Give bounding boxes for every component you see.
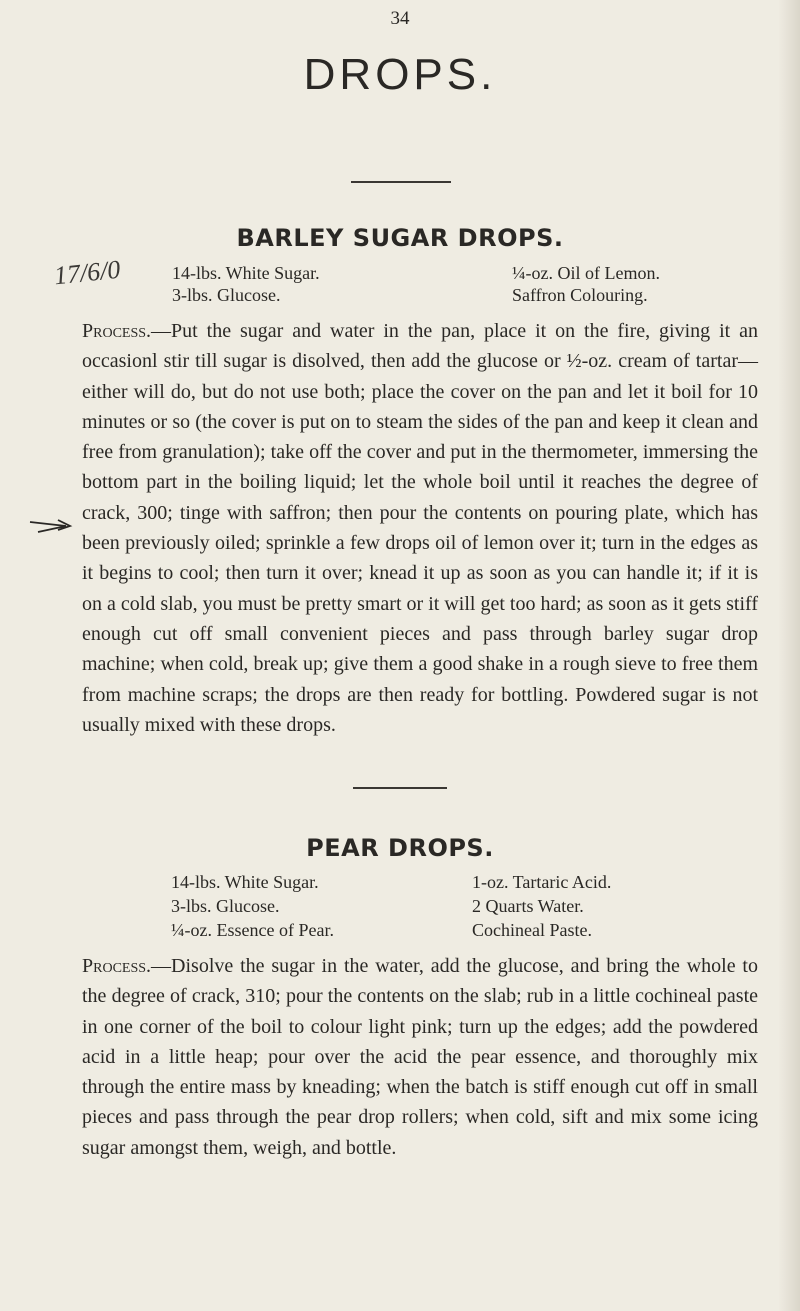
margin-arrow-icon — [28, 514, 78, 538]
process-text: —Put the sugar and water in the pan, place it on the fire, giving it an occasionl stir till sugar is disolved, then add the glucose or ½-oz. cream of tartar—either will do, but do not use both; place the cover on the pan and let it boil for 10 minutes or so (the cover is put on to steam the sides of the pan and keep it clean and free from granulation); take off the cover and put in the thermometer, immersing the bottom part in the boiling liquid; let the whole boil until it reaches the degree of crack, 300; tinge with saffron; then pour the contents on pouring plate, which has been previously oiled; sprinkle a few drops oil of lemon over it; turn in the edges as it begins to cool; then turn it over; knead it up as soon as you can handle it; if it is on a cold slab, you must be pretty smart or it will get too hard; as soon as it gets stiff enough cut off small convenient pieces and pass through barley sugar drop machine; when cold, break up; give them a good shake in a rough sieve to free them from machine scraps; the drops are then ready for bottling. Powdered sugar is not usually mixed with these drops. — [82, 320, 758, 736]
ingredient-item: 14-lbs. White Sugar. — [172, 263, 320, 283]
divider-rule — [353, 787, 447, 789]
ingredient-item: ¼-oz. Essence of Pear. — [171, 920, 334, 940]
ingredient-item: Saffron Colouring. — [512, 285, 648, 305]
ingredient-item: 3-lbs. Glucose. — [172, 285, 281, 305]
ingredient-item: Cochineal Paste. — [472, 920, 592, 940]
page-number: 34 — [390, 8, 410, 29]
divider-rule — [351, 181, 451, 183]
process-text: —Disolve the sugar in the water, add the glucose, and bring the whole to the degree of crack, 310; pour the contents on the slab; rub in a little cochineal paste in one corner of the boil to colour light pink; turn up the edges; add the powdered acid in a little heap; pour over the acid the pear essence, and thoroughly mix through the entire mass by kneading; when the batch is stiff enough cut off in small pieces and pass through the pear drop rollers; when cold, sift and mix some icing sugar amongst them, weigh, and bottle. — [82, 955, 758, 1159]
process-paragraph-pear — [82, 951, 758, 1163]
ingredient-item: ¼-oz. Oil of Lemon. — [512, 263, 660, 283]
section-title-pear: PEAR DROPS. — [306, 834, 494, 862]
process-paragraph-barley — [82, 316, 758, 740]
section-title-barley: BARLEY SUGAR DROPS. — [236, 224, 564, 252]
handwritten-annotation: 17/6/0 — [52, 254, 122, 291]
chapter-title: DROPS. — [303, 50, 497, 99]
ingredient-item: 2 Quarts Water. — [472, 896, 584, 916]
ingredient-item: 14-lbs. White Sugar. — [171, 872, 319, 892]
process-label: Process. — [82, 955, 152, 977]
process-label: Process. — [82, 320, 152, 342]
ingredient-item: 3-lbs. Glucose. — [171, 896, 280, 916]
page-edge-shadow — [778, 0, 800, 1311]
ingredient-item: 1-oz. Tartaric Acid. — [472, 872, 612, 892]
